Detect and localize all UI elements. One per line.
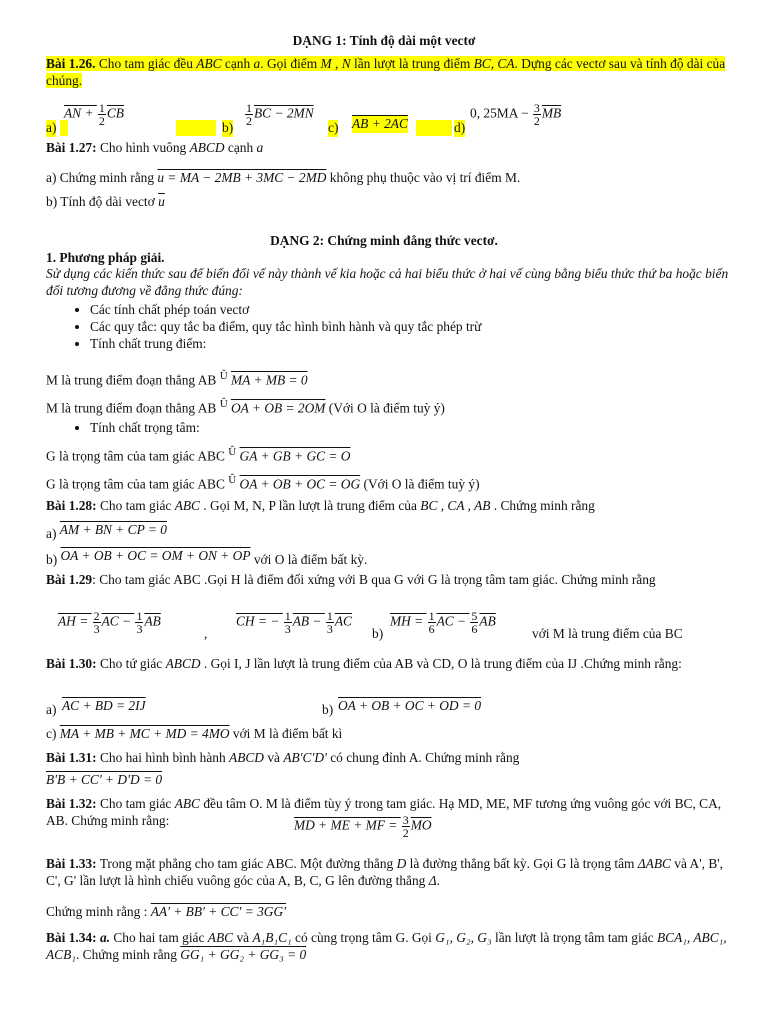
dang1-title: DẠNG 1: Tính độ dài một vectơ: [292, 33, 476, 48]
problem-label: Bài 1.31:: [46, 750, 97, 765]
problem-1-32: Bài 1.32: Cho tam giác ABC đều tâm O. M là điểm tùy ý trong tam giác. Hạ MD, ME, MF tương ứng vuông góc với BC, CA, AB. Chứng minh rằng:: [46, 796, 722, 828]
math-n: N: [341, 56, 351, 71]
problem-1-27-b: b) Tính độ dài vectơ $\overline{u}$: [46, 194, 165, 209]
bullet-item: • Các tính chất phép toán vectơ: [90, 302, 768, 319]
problem-label: Bài 1.29: [46, 572, 93, 587]
midpoint-rule-2: M là trung điểm đoạn thẳng AB $^Û$ OA + OB = 2OM (Với O là điểm tuỳ ý): [46, 398, 445, 416]
problem-1-28-a: a) AM + BN + CP = 0: [46, 522, 167, 541]
option-d-label: d): [454, 120, 466, 135]
problem-1-31: Bài 1.31: Cho hai hình bình hành ABCD và AB'C'D' có chung đỉnh A. Chứng minh rằng: [46, 750, 520, 765]
problem-text: lần lượt là trung điểm: [350, 56, 474, 71]
equation-ch: CH = − $\frac{1}{3}$ AB − $\frac{1}{3}$ $\overline{AC}$: [236, 609, 352, 636]
highlight-fill: [176, 120, 216, 136]
math-abcd: ABCD: [189, 140, 225, 155]
problem-1-26-options: [46, 100, 736, 136]
option-d-expr: 0, 25MA − $\frac{3}{2}$ $\overline{MB}$: [470, 101, 562, 128]
problem-1-29-equations: AH = $\frac{2}{3}$ AC − $\frac{1}{3}$ $\overline{AB}$ , CH = − $\frac{1}{3}$ AB − $\frac{1}{3}$ $\overline{AC}$ b) MH = $\frac{1}{6}$ AC − $\frac{5}{6}$ $\overline{AB}$ với M là trung điểm của BC: [58, 609, 683, 641]
problem-1-30: Bài 1.30: Cho tứ giác ABCD . Gọi I, J lần lượt là trung điểm của AB và CD, O là trung điểm của IJ .Chứng minh rằng:: [46, 656, 682, 671]
method-intro: Sử dụng các kiến thức sau để biến đổi vế này thành vế kia hoặc cả hai biểu thức ở hai vế cùng bằng biểu thức thứ ba hoặc biến đổi tương đương về đẳng thức đúng:: [46, 266, 729, 298]
bullet-item: • Tính chất trung điểm:: [90, 336, 768, 353]
centroid-rule-1: G là trọng tâm của tam giác ABC $^Û$ GA + GB + GC = O: [46, 446, 351, 464]
math-a: a: [253, 56, 261, 71]
problem-1-28: Bài 1.28: Cho tam giác ABC . Gọi M, N, P lần lượt là trung điểm của BC , CA , AB . Chứng minh rằng: [46, 498, 595, 513]
midpoint-rule-1: M là trung điểm đoạn thẳng AB $^Û$ MA + MB = 0: [46, 370, 308, 388]
problem-1-33: Bài 1.33: Trong mặt phẳng cho tam giác ABC. Một đường thẳng D là đường thẳng bất kỳ. Gọi G là trọng tâm ΔABC và A', B', C', G' lần lượt là hình chiếu vuông góc của A, B, C, G lên đường thẳng Δ.: [46, 856, 724, 888]
problem-1-30-c: c) MA + MB + MC + MD = 4MO với M là điểm bất kì: [46, 726, 343, 741]
math-a: a: [256, 140, 264, 155]
centroid-rule-2: G là trọng tâm của tam giác ABC $^Û$ OA + OB + OC = OG (Với O là điểm tuỳ ý): [46, 474, 480, 492]
bullet-item: • Tính chất trọng tâm:: [90, 420, 768, 437]
method-bullets-2: [46, 420, 768, 437]
math-bc-ca: BC, CA: [473, 56, 515, 71]
problem-1-31-expr: B'B + CC' + D'D = 0: [46, 772, 163, 787]
option-c-label: c): [328, 120, 339, 135]
dang2-title: DẠNG 2: Chứng minh đẳng thức vectơ.: [270, 233, 498, 248]
problem-label: Bài 1.30:: [46, 656, 97, 671]
problem-text: . Gọi điểm: [260, 56, 321, 71]
problem-1-27-a: a) Chứng minh rằng u = MA − 2MB + 3MC − 2MD không phụ thuộc vào vị trí điểm M.: [46, 170, 521, 185]
option-b-expr: $\frac{1}{2}$ BC − 2MN: [246, 101, 314, 128]
option-c-expr: AB + 2AC: [352, 116, 408, 131]
problem-label: Bài 1.33:: [46, 856, 97, 871]
bullet-item: • Các quy tắc: quy tắc ba điểm, quy tắc hình bình hành và quy tắc phép trừ: [90, 319, 768, 336]
math-abc: ABC: [196, 56, 222, 71]
problem-label: Bài 1.28:: [46, 498, 97, 513]
method-heading: 1. Phương pháp giải.: [46, 250, 165, 265]
problem-1-32-expr: MD + ME + MF = $\frac{3}{2}$ $\overline{MO}$: [294, 813, 432, 840]
problem-label: Bài 1.32:: [46, 796, 97, 811]
option-a-label: a): [46, 120, 57, 135]
problem-1-27: [46, 140, 736, 157]
equation-mh: MH = $\frac{1}{6}$ AC − $\frac{5}{6}$ $\overline{AB}$: [390, 609, 496, 636]
problem-1-34: Bài 1.34: a. Cho hai tam giác ABC và A₁B₁C₁ có cùng trọng tâm G. Gọi G₁, G₂, G₃ lần lượt là trọng tâm tam giác BCA₁, ABC₁, ACB₁. Chứng minh rằng GG₁ + GG₂ + GG₃ = 0: [46, 930, 727, 962]
highlight-fill: [416, 120, 452, 136]
problem-text: cạnh: [221, 56, 254, 71]
problem-label: Bài 1.34:: [46, 930, 97, 945]
problem-label: Bài 1.26.: [46, 56, 96, 71]
problem-text: cạnh: [224, 140, 257, 155]
problem-1-28-b: b) OA + OB + OC = OM + ON + OP với O là điểm bất kỳ.: [46, 548, 368, 567]
method-bullets: [46, 302, 768, 352]
vector-u: $\overline{u}$: [158, 194, 165, 209]
problem-text: Cho tam giác đều: [95, 56, 197, 71]
problem-1-33-prove: Chứng minh rằng : AA' + BB' + CC' = 3GG': [46, 904, 286, 919]
math-m: M: [320, 56, 332, 71]
equation-ah: AH = $\frac{2}{3}$ AC − $\frac{1}{3}$ $\overline{AB}$: [58, 609, 161, 636]
problem-label: Bài 1.27:: [46, 140, 97, 155]
option-b-label: b): [222, 120, 234, 135]
option-a-expr: AN + $\frac{1}{2}$ $\overline{CB}$: [64, 101, 124, 128]
problem-text: Cho hình vuông: [96, 140, 190, 155]
problem-text: . Dựng các vectơ sau và tính độ dài của chúng.: [46, 56, 726, 88]
problem-text: ,: [331, 56, 342, 71]
problem-1-29: Bài 1.29: Cho tam giác ABC .Gọi H là điểm đối xứng với B qua G với G là trọng tâm tam giác. Chứng minh rằng: [46, 572, 656, 587]
problem-1-30-ab: a) AC + BD = 2IJ b) OA + OB + OC + OD = 0: [46, 698, 482, 717]
vector-expression: u = MA − 2MB + 3MC − 2MD: [157, 170, 327, 185]
problem-1-26: [46, 56, 736, 90]
